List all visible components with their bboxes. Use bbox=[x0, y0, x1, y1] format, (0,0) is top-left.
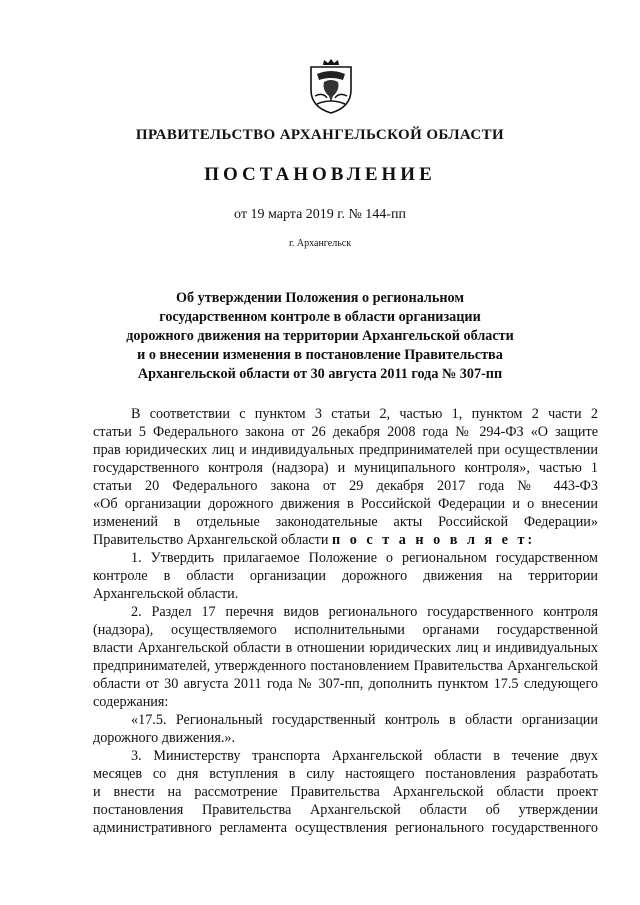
resolve-word: п о с т а н о в л я е т: bbox=[332, 532, 536, 548]
body-line: статьи 5 Федерального закона от 26 декабря 2008 года № 294-ФЗ «О защите bbox=[93, 424, 598, 440]
document-body bbox=[93, 405, 598, 837]
body-line: прав юридических лиц и индивидуальных предпринимателей при осуществлении bbox=[93, 442, 598, 458]
body-line: 3. Министерству транспорта Архангельской области в течение двух bbox=[131, 748, 598, 764]
body-line: содержания: bbox=[93, 694, 169, 710]
government-name: ПРАВИТЕЛЬСТВО АРХАНГЕЛЬСКОЙ ОБЛАСТИ bbox=[135, 127, 505, 143]
coat-of-arms-icon bbox=[307, 56, 355, 114]
body-line: и внести на рассмотрение Правительства Архангельской области проект bbox=[93, 784, 598, 800]
title-line: и о внесении изменения в постановление Правительства bbox=[137, 347, 503, 363]
body-line: власти Архангельской области в отношении юридических лиц и индивидуальных bbox=[93, 640, 598, 656]
title-line: Об утверждении Положения о региональном bbox=[175, 290, 465, 306]
body-line: месяцев со дня вступления в силу настоящего постановления разработать bbox=[93, 766, 598, 782]
body-line: В соответствии с пунктом 3 статьи 2, частью 1, пунктом 2 части 2 bbox=[131, 406, 598, 422]
body-line: области от 30 августа 2011 года № 307-пп, дополнить пунктом 17.5 следующего bbox=[93, 676, 598, 692]
document-city: г. Архангельск bbox=[288, 238, 352, 249]
document-kind: ПОСТАНОВЛЕНИЕ bbox=[204, 164, 436, 185]
document-title bbox=[0, 289, 640, 384]
body-line: «17.5. Региональный государственный контроль в области организации bbox=[131, 712, 598, 728]
body-line: статьи 20 Федерального закона от 29 декабря 2017 года № 443-ФЗ bbox=[93, 478, 598, 494]
title-line: Архангельской области от 30 августа 2011 года № 307-пп bbox=[137, 366, 503, 382]
title-line: дорожного движения на территории Архангельской области bbox=[126, 328, 514, 344]
resolve-line bbox=[93, 531, 598, 549]
body-line: Архангельской области. bbox=[93, 586, 239, 602]
body-line: «Об организации дорожного движения в Российской Федерации и о внесении bbox=[93, 496, 598, 512]
body-line: дорожного движения.». bbox=[93, 730, 236, 746]
document-date-number: от 19 марта 2019 г. № 144-пп bbox=[234, 207, 406, 222]
body-line: постановления Правительства Архангельской области об утверждении bbox=[93, 802, 598, 818]
body-line: административного регламента осуществления регионального государственного bbox=[93, 820, 598, 836]
body-line: контроле в области организации дорожного движения на территории bbox=[93, 568, 598, 584]
body-line: 1. Утвердить прилагаемое Положение о региональном государственном bbox=[131, 550, 598, 566]
body-line: предпринимателей, утвержденного постановлением Правительства Архангельской bbox=[93, 658, 598, 674]
resolve-prefix: Правительство Архангельской области bbox=[93, 532, 329, 548]
body-line: изменений в отдельные законодательные акты Российской Федерации» bbox=[93, 514, 598, 530]
body-line: 2. Раздел 17 перечня видов регионального государственного контроля bbox=[131, 604, 598, 620]
title-line: государственном контроле в области организации bbox=[159, 309, 481, 325]
body-line: (надзора), осуществляемого исполнительными органами государственной bbox=[93, 622, 598, 638]
body-line: государственного контроля (надзора) и муниципального контроля», частью 1 bbox=[93, 460, 598, 476]
